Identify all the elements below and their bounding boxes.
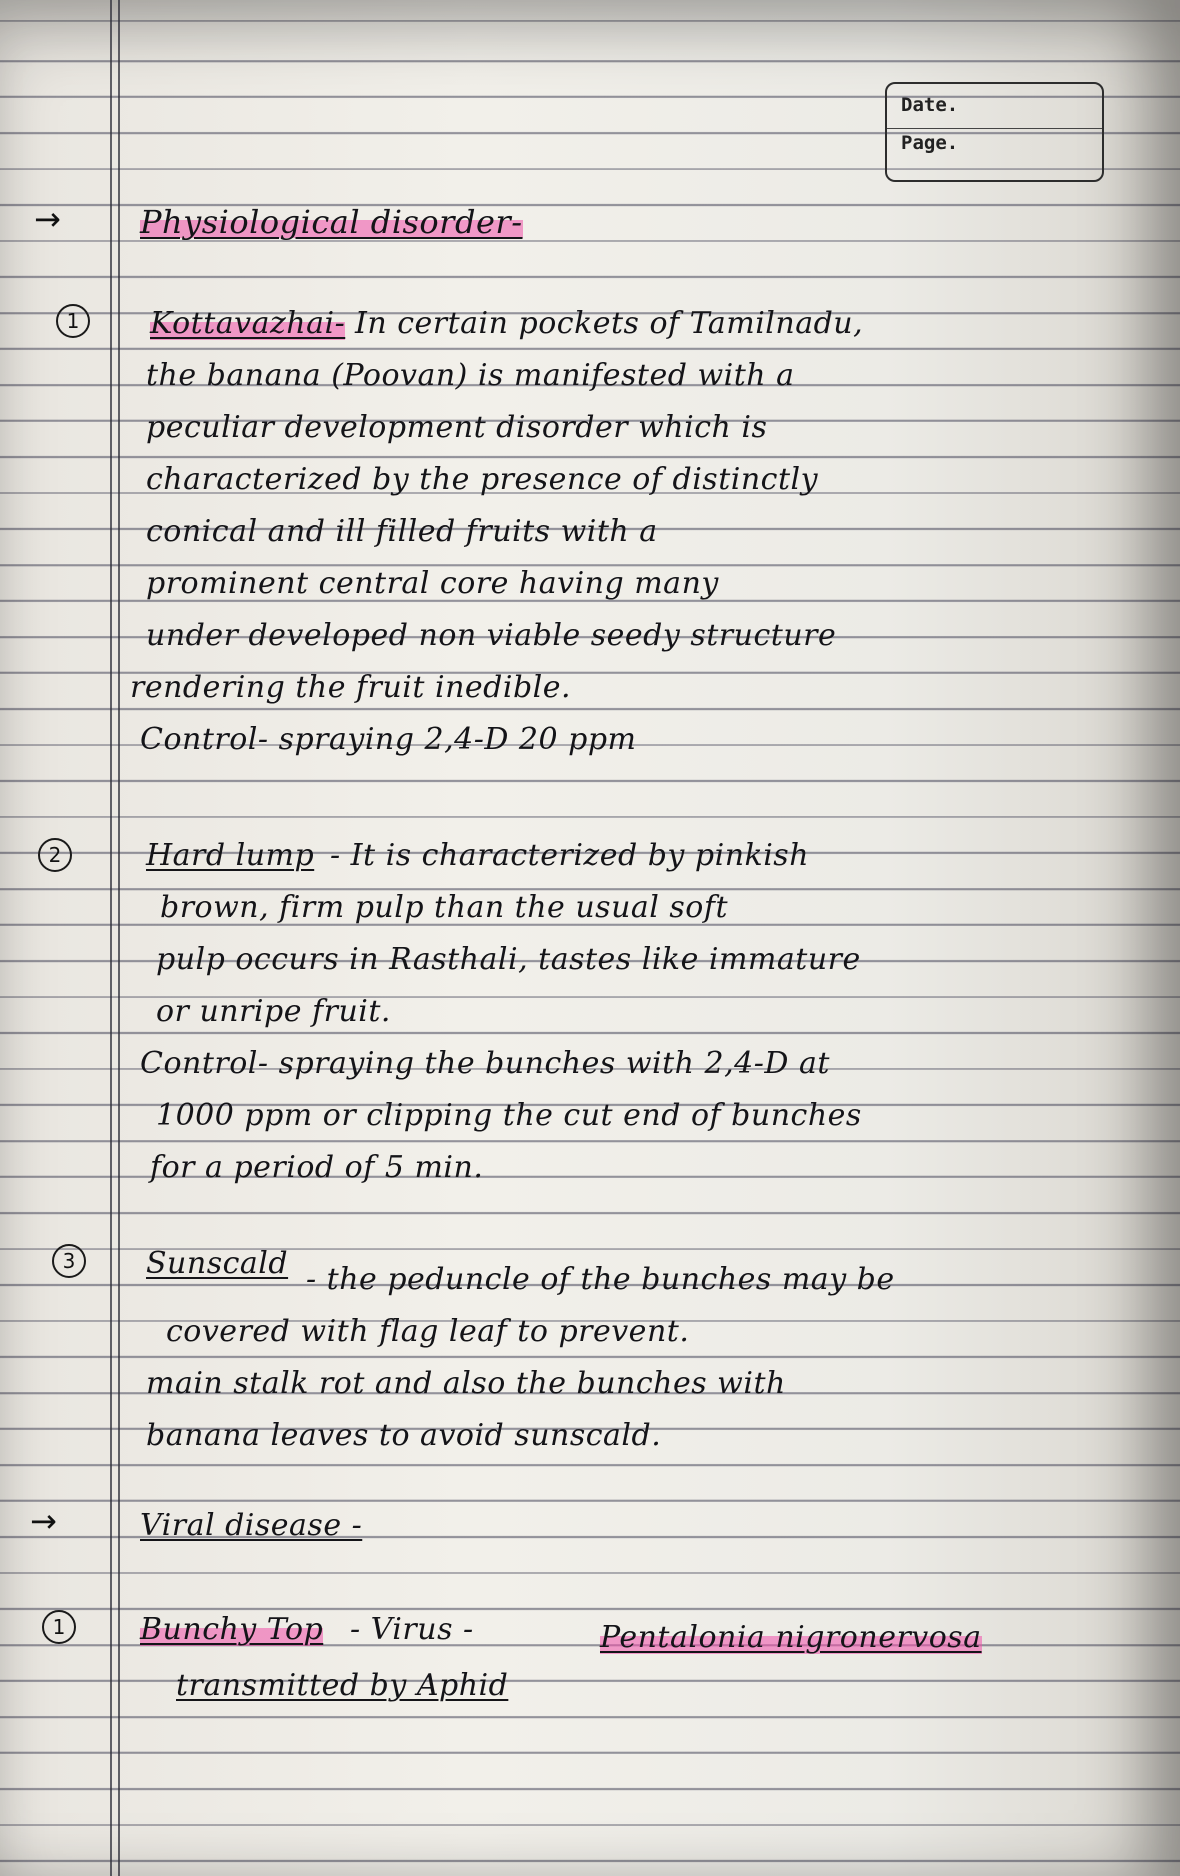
bunchy-top-line: transmitted by Aphid [176,1668,509,1703]
item-number: 1 [42,1610,76,1644]
sunscald-title: Sunscald [146,1246,289,1281]
kottavazhai-title: Kottavazhai- [150,306,346,341]
arrow-icon: → [30,1502,57,1540]
bunchy-top-virus: - Virus - [350,1612,474,1647]
sunscald-line: banana leaves to avoid sunscald. [146,1418,662,1453]
hard-lump-line: brown, firm pulp than the usual soft [160,890,729,925]
hard-lump-line: pulp occurs in Rasthali, tastes like immature [156,942,861,977]
sunscald-line: - the peduncle of the bunches may be [306,1262,895,1297]
margin-line [118,0,120,1876]
kottavazhai-line: prominent central core having many [146,566,719,601]
date-box-divider [887,128,1102,129]
hard-lump-line: for a period of 5 min. [150,1150,484,1185]
kottavazhai-line: characterized by the presence of distinctly [146,462,819,497]
hard-lump-line: 1000 ppm or clipping the cut end of bunches [156,1098,862,1133]
sunscald-line: covered with flag leaf to prevent. [166,1314,690,1349]
hard-lump-line: or unripe fruit. [156,994,391,1029]
kottavazhai-line: rendering the fruit inedible. [130,670,572,705]
item-number: 1 [56,304,90,338]
kottavazhai-line: conical and ill filled fruits with a [146,514,658,549]
hard-lump-title: Hard lump [146,838,315,873]
item-number: 3 [52,1244,86,1278]
bunchy-top-species: Pentalonia nigronervosa [600,1620,982,1655]
arrow-icon: → [34,200,61,238]
kottavazhai-line: In certain pockets of Tamilnadu, [355,306,864,341]
item-number: 2 [38,838,72,872]
kottavazhai-control: Control- spraying 2,4-D 20 ppm [140,722,637,757]
date-label: Date. [901,94,959,116]
date-page-box [885,82,1104,182]
sunscald-line: main stalk rot and also the bunches with [146,1366,786,1401]
section-title-physiological: Physiological disorder- [140,203,523,241]
kottavazhai-line: peculiar development disorder which is [146,410,768,445]
hard-lump-line: - It is characterized by pinkish [330,838,810,873]
section-title-viral: Viral disease - [140,1508,363,1543]
kottavazhai-line: the banana (Poovan) is manifested with a [146,358,795,393]
page-label: Page. [901,132,959,154]
bunchy-top-title: Bunchy Top [140,1612,324,1647]
hard-lump-control: Control- spraying the bunches with 2,4-D at [140,1046,830,1081]
kottavazhai-line: under developed non viable seedy structure [146,618,837,653]
margin-line [110,0,112,1876]
